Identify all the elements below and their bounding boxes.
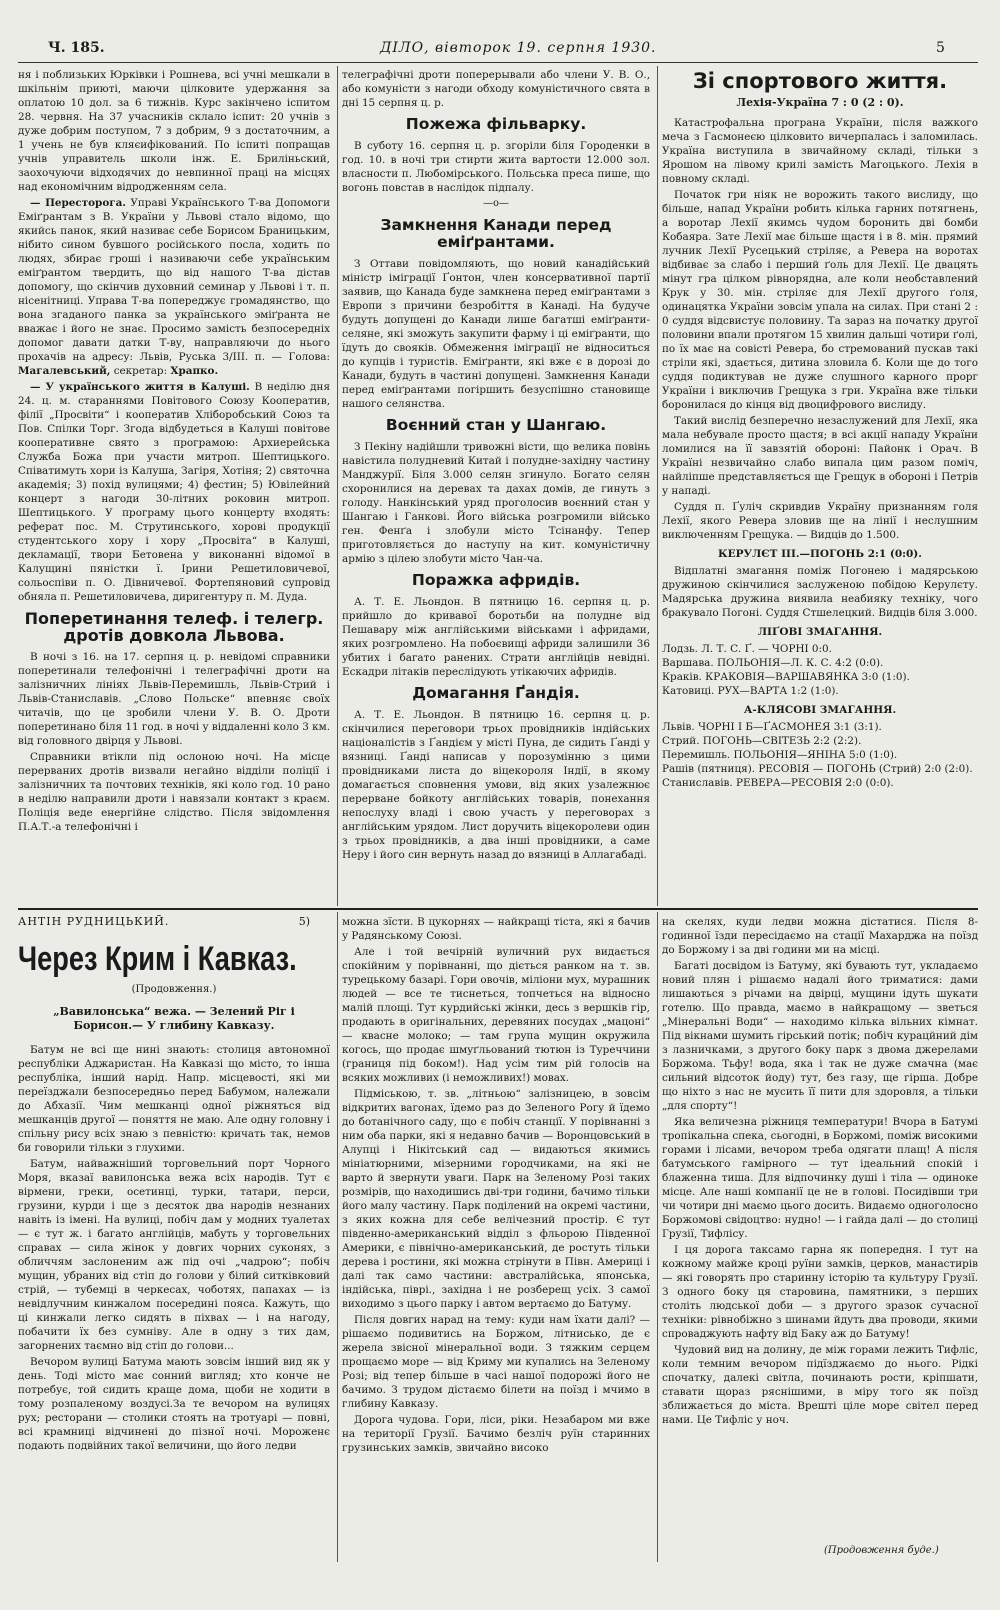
serial-byline [18, 915, 330, 933]
match-result: Стрий. ПОГОНЬ—СВІТЕЗЬ 2:2 (2:2). [662, 735, 862, 747]
article-paragraph: можна зїсти. В цукорнях — найкращі тіста, які я бачив у Радянському Союзі. [342, 916, 650, 942]
article-headline: Замкнення Канади перед еміґрантами. [380, 216, 612, 251]
warning-notice [18, 196, 330, 378]
page-header [0, 40, 1000, 64]
article-paragraph: Яка величезна ріжниця температури! Вчора в Батумі тропікальна спека, сьогодні, в Боржомі, поміж високими горами і лісами, вечором треба одягати плащ! А після батумського гамірного — тут ідеальний спокій і блаженна тиша. Для відпочинку душі і тіла — одиноке місце. Але наші компанії це не в голові. Посидівши три чи чотири дні маємо цього досить. Видаємо одноголосно Боржомові свідоцтво: нудно! — і гайда далі — до столиці Грузії, Тифлісу. [662, 1116, 978, 1240]
serial-column-3 [662, 915, 978, 1543]
article-paragraph: Після довгих нарад на тему: куди нам їхати далі? — рішаємо подивитись на Боржом, літнисько, де є жерела звісної мінеральної води. З тяжким серцем прощаємо море — від Криму ми купались на Зеленому Розі; від тепер більше в часі нашої подорожі його не бачимо. З трудом дістаємо білети на поїзд і мчимо в глибину Кавказу. [342, 1314, 650, 1410]
serial-author: АНТІН РУДНИЦЬКИЙ. [18, 915, 170, 928]
article-paragraph: З Оттави повідомляють, що новий канадійський міністр іміграції Ґонтон, член консервативної партії заявив, що Канада буде замкнена перед еміґрантами з Европи з причини безробіття в Канаді. На будуче будуть допущені до Канади лише багатші еміґранти-селяне, які зможуть закупити фарму і ці еміґранти, що їдуть до свояків. Обмеження іміграції не відноситься до купців і туристів. Еміґранти, які вже є в дорозі до Канади, будуть в частині допущені. Замкнення Канади перед еміґрантами погіршить безуспішно становище нашого селянства. [342, 258, 650, 410]
article-paragraph: І ця дорога таксамо гарна як попередня. І тут на кожному майже кроці руїни замків, церков, манастирів — які говорять про старинну історію та культуру Грузії. З одного боку ця старовина, памятники, з перших століть людської доби — з другого зразок сучасної техніки: рівнобіжно з шинами йдуть два проводи, якими спроваджують нафту від Баку аж до Батуму! [662, 1244, 978, 1340]
article-paragraph: Дорога чудова. Гори, ліси, ріки. Незабаром ми вже на території Грузії. Бачимо безліч руїн старинних грузинських замків, звичайно високо [342, 1414, 650, 1454]
article-paragraph: Батум, найважніший торговельний порт Чорного Моря, вказаї вавилонська вежа всіх народів. Тут є вірмени, греки, осетинці, турки, татари, перси, грузини, курди і ще з десяток два народів незнаних навіть із імені. На вулиці, побіч дам у модних туалетах — є тут ж. і багато англійців, мабуть у торговельних справах — сила жінок у довгих чорних суконях, з обличчям заслоненим аж під очі „чадрою“; побіч мущин, убраних від стіп до голови у білий ситківковий стрій, — тубемці в черкесах, чоботях, папахах — із невідлучним кинжалом посередині пояса. Кажуть, що ці кинжали легко сидять в піхвах — і на нагоду, побачити їх без сумніву. Але в одну з тих дам, загорнених таємно від стіп до голови... [18, 1158, 330, 1352]
signature: Храпко. [170, 365, 219, 377]
article-headline: Поражка афридів. [411, 571, 581, 589]
column-2 [342, 68, 650, 906]
section-rule [18, 908, 978, 910]
match-result: Краків. КРАКОВІЯ—ВАРШАВЯНКА 3:0 (1:0). [662, 671, 910, 683]
kalush-notice [18, 380, 330, 604]
column-rule [657, 66, 658, 906]
article-paragraph: А. Т. Е. Льондон. В пятницю 16. серпня ц. р. прийшло до кривавої боротьби на полудне від Пешавару між англійськими військами і афридами, яких розгромлено. На побоєвищі африди залишили 36 убитих і багато ранених. Страти англійців невідні. Ескадри літаків переслідують утікаючих афридів. [342, 596, 650, 678]
header-rule [18, 62, 978, 63]
article-headline: Поперетинання телеф. і телегр. дротів довкола Львова. [24, 609, 324, 645]
sports-section-title: Зі спортового життя. [692, 69, 948, 93]
article-paragraph: ня і поблизьких Юрківки і Рошнева, всі учні мешкали в шкільнім приюті, маючи цілковите удержання за оплатою 10 дол. за 6 тижнів. Курс закінчено іспитом 28. червня. На 37 учасників склало іспит: 20 учнів з дуже добрим поступом, 7 з добрим, 9 з достаточним, а 1 учень не був кляєифікований. По іспиті попращав учнів управитель школи інж. Е. Бриліньский, заохочуючи відходячих до невпинної праці на місцях над економічним відродженням села. [18, 69, 330, 193]
article-paragraph: Чудовий вид на долину, де між горами лежить Тифліс, коли темним вечором підїзджаємо до нього. Рідкі спочатку, далекі світла, починають рости, кріпшати, ставати щораз ряснішими, в міру того як поїзд зближається до міста. Врешті ціле море світел перед нами. Це Тифліс у ноч. [662, 1344, 978, 1426]
article-paragraph: Батум не всі ще нині знають: столиця автономної республіки Аджаристан. На Кавказі що місто, то інша республіка, інший нарід. Напр. місцевості, які ми переїзджали безпосередньо перед Бабумом, належали до Абхазії. Чим мешканці одної ріжняться від мешканців другої — поняття не маю. Але одну головну і спільну рису всіх знаю з певністю: кричать так, немов би говорили тільки з глухими. [18, 1044, 330, 1154]
notice-tail: секретар: [113, 365, 168, 377]
serial-continuation: (Продовження.) [131, 984, 217, 995]
article-paragraph: Справники втікли під ослоною ночі. На місце перерваних дротів визвали негайно відділи поліції і залізничних та почтових техніків, які коло год. 10 рано в неділю направили дроти і навязали контакт з краєм. Поліція веде енергійне слідство. Після звідомлення П.А.Т.-а телефонічні і [18, 751, 330, 833]
column-rule [337, 66, 338, 906]
notice-body: Управі Українського Т-ва Допомоги Еміґрантам з В. України у Львові стало відомо, що якийсь панок, який називає себе Борисом Браницьким, нібито сином бувшого російського посла, ходить по людях, збирає гроші і називаючи себе українським еміґрантом твердить, що від нашого Т-ва дістав допомогу, що скінчив духовний семинар у Львові і т. п. нісенітниці. Управа Т-ва попереджує громадянство, що вона згаданого панка за українського эміґранта не вважає і його не знає. Просимо замість безпосередніх допомог давати датки Т-ву, направляючи до нього прохачів на адресу: Львів, Руська 3/ІІІ. п. — Голова: [18, 197, 330, 363]
to-be-continued: (Продовження буде.) [824, 1545, 939, 1556]
article-paragraph: Але і той вечірній вуличний рух видається спокійним у порівнанні, що діється ранком на т. зв. турецькому базарі. Гори овочів, міліони мух, мурашник людей — все те тиснеться, топчеться на відносно малій площі. Тут курдийські жінки, десь з вершків гір, продають в оригінальних, деревяних посудах „мацоні“ — квасне молоко; — там група мущин окружила когось, що продає шмуґльований тютюн із Туреччини (границя під боком!). Над усім тим рій голосів на всяких можливих (і неможливих!) мовах. [342, 946, 650, 1084]
match-heading: КЕРУЛЄТ III.—ПОГОНЬ 2:1 (0:0). [718, 548, 922, 560]
page-number: 5 [936, 40, 945, 56]
separator: —о— [482, 198, 510, 209]
article-paragraph: Багаті досвідом із Батуму, які бувають тут, укладаємо новий плян і рішаємо надалі його триматися: дами лишаються з річами на двірці, мущини ідуть шукати готелю. Що правда, маємо в найкращому — зветься „Мінеральні Води“ — находимо кілька вільних кімнат. Під вікнами шумить гірський потік; побіч курацйний дім з лазничками, з другого боку парк з двома джерелами Боржома. Тьфу! вода, яка і так не дуже смачна (має сильний відсоток йоду) тут, без газу, ще гірша. Добре що ніхто з нас не мусить її пити для здоровля, а тільки „для спорту“! [662, 960, 978, 1112]
article-paragraph: Підміською, т. зв. „літньою“ залізницею, в зовсім відкритих вагонах, їдемо раз до Зеленого Рогу й їдемо до ботанічного саду, що є побіч станції. У порівнанні з ним оба парки, які я недавно бачив — Воронцовський в Алупці і Нікітський сад — видаються якимись мініатюрними, мізерними городчиками, на які не варто й звернути уваги. Парк на Зеленому Розі таких розмірів, що находишись дві-три години, бачимо тільки його малу частину. Парк поділений на окремі частини, з яких кожна для себе велічезний простір. Є тут південно-американський відділ з фльорою Південної Америки, є північно-американський, де ростуть тільки дерева і ростини, які можна стрінути в Півн. Америці і далі так само частини: австралійська, японська, індійська, піврі., західна і не розберещ усіх. З самої виходимо з цього парку і автом вертаємо до Батуму. [342, 1088, 650, 1310]
masthead-date: ДІЛО, вівторок 19. серпня 1930. [380, 40, 657, 56]
article-paragraph: Катастрофальна програна України, після важкого меча з Гасмонеєю цілковито вичерпалась і заломилась. Україна виступила в звичайному складі, тільки з Ярошом на лівому крилі замість Магоцького. Лехія в повному складі. [662, 117, 978, 185]
article-headline: Домагання Ґандія. [412, 684, 580, 702]
match-result: Лодзь. Л. Т. С. Ґ. — ЧОРНІ 0:0. [662, 643, 832, 655]
match-result: Львів. ЧОРНІ І Б—ҐАСМОНЕЯ 3:1 (3:1). [662, 721, 882, 733]
issue-number: Ч. 185. [48, 40, 105, 56]
article-paragraph: Суддя п. Ґуліч скривдив Україну признанням голя Лехії, якого Ревера зловив ще на лінії і неслушним виключенням Грещука. — Видців до 1.500. [662, 501, 978, 541]
article-paragraph: З Пекіну надійшли тривожні вісти, що велика повінь навістила полудневий Китай і полудне-західну частину Манджурії. Біля 3.000 селян згинуло. Богато селян схоронилися на деревах та дахах домів, де гинуть з голоду. Нанкінський уряд проголосив воєнний стан у Шангаю і Ганкові. Його війська розгромили військо ген. Фенґа і злобули місто Тсінанфу. Тепер приготовляється до наступу на кит. комуністичну армію з цілею злобути місто Чан-ча. [342, 441, 650, 565]
article-paragraph: Відплатні змагання поміж Погонею і мадярською дружиною скінчилися заслуженою побідою Керулєту. Мадярська дружина виявила неабияку техніку, чого бракувало Погоні. Суддя Стшелецкий. Видців біля 3.000. [662, 565, 978, 619]
serial-part-number: 5) [298, 915, 310, 928]
serial-column-2 [342, 915, 650, 1560]
match-result: Станиславів. РЕВЕРА—РЕСОВІЯ 2:0 (0:0). [662, 777, 894, 789]
column-1 [18, 68, 330, 906]
article-paragraph: А. Т. Е. Льондон. В пятницю 16. серпня ц. р. скінчилися переговори трьох провідників індійських націоналістів з Ґандієм у місті Пуна, де сидить Ґанді у вязниці. Ґанді написав у порозумінню з цими провідниками листа до віцекороля Індії, в якому домагається сповнення умови, від яких узалежнює перерване бойкоту англійських товарів, понехання непослуху владі і свою участь у переговорах з англійським урядом. Лист доручить віцекоролеви один з трьох провідників, а два інші провідники, а саме Неру і його син вернуть назад до вязниці в Аллагабаді. [342, 709, 650, 861]
notice-title: — Пересторога. [30, 197, 126, 209]
article-paragraph: Початок гри ніяк не ворожить такого вислиду, що більше, напад України робить кілька гарних потягнень, а воротар Лехії якимсь чудом боронить дві бомби Кобаяра. Зате Лехії має більше щастя і в 8. мін. прямий лучник Лехії Русецький стріляє, а Ревера на воротах відбиває за слабо і перший ґоль для Лехії. Це двацять мінут гра цілком рівнорядна, але коли необставлений Крук у 30. мін. стріляє для Лехії другого ґоля, одинацятка України зовсім упала на силах. При стані 2 : 0 суддя відсвистує половину. Та зараз на початку другої половини впали протягом 15 хвилин дальші чотири ґолі, по їх має на совісті Ревера, бо стремований пускав такі стріли які, здається, дитина зловила б. Коли ще до того суддя подиктував не дуже слушного карного прорг України і виключив Грещука з гри. Україна вже тільки боронилася до кінця від двоцифрового вислиду. [662, 189, 978, 411]
match-result: Катовиці. РУХ—ВАРТА 1:2 (1:0). [662, 685, 839, 697]
league-heading: А-КЛЯСОВІ ЗМАГАННЯ. [743, 704, 897, 716]
article-paragraph: Вечором вулиці Батума мають зовсім інший вид як у день. Тоді місто має сонний вигляд; хто конче не потребує, той сидить краще дома, щоби не ходити в тому розпаленому воздусі.За те вечором на вулицях рух; ресторани — столики стоять на тротуарі — повні, всі крамниці відчинені до пізної ночі. Мороженє подають подвійних такої величини, що його ледви [18, 1356, 330, 1452]
article-paragraph: на скелях, куди ледви можна дістатися. Після 8-годинної їзди пересідаємо на стації Махарджа на поїзд до Боржому і за дві години ми на місці. [662, 916, 978, 956]
column-rule [657, 912, 658, 1562]
notice-title: — У українського життя в Калуші. [30, 381, 250, 393]
league-heading: ЛІҐОВІ ЗМАГАННЯ. [757, 626, 883, 638]
article-headline: Воєнний стан у Шангаю. [385, 416, 607, 434]
serial-column-1 [18, 915, 330, 1560]
match-result: Рашів (пятниця). РЕСОВІЯ — ПОГОНЬ (Стрий) 2:0 (2:0). [662, 763, 973, 775]
match-subtitle: Лехія-Україна 7 : 0 (2 : 0). [736, 96, 904, 109]
column-3-sports [662, 68, 978, 906]
article-paragraph: В ночі з 16. на 17. серпня ц. р. невідомі справники поперетинали телефонічні і телеграфічні дроти на залізничних лініях Львів-Перемишль, Львів-Стрий і Львів-Станиславів. „Слово Польске“ впевняє своїх читачів, що це зробили члени У. В. О. Дроти поперетинано біля 11 год. в ночі у віддаленні коло 3 км. від головного двірця у Львові. [18, 651, 330, 747]
article-paragraph: В суботу 16. серпня ц. р. згоріли біля Городенки в год. 10. в ночі три стирти жита вартости 12.000 зол. власности п. Любомірського. Польська преса пише, що вогонь повстав в наслідок підпалу. [342, 140, 650, 194]
article-paragraph: телеграфічні дроти поперерывали або члени У. В. О., або комуністи з нагоди обходу комуністичного свята в дні 15 серпня ц. р. [342, 69, 650, 109]
article-headline: Пожежа фільварку. [405, 115, 587, 133]
serial-title: Через Крим і Кавказ. [18, 940, 297, 978]
serial-lead: „Вавилонська“ вежа. — Зелений Ріг і Борисон.— У глибину Кавказу. [53, 1005, 295, 1032]
column-rule [337, 912, 338, 1562]
signature: Магалевський, [18, 365, 111, 377]
article-paragraph: Такий вислід безперечно незаслужений для Лехії, яка мала небувале просто щастя; в всі акції нападу України ломилися на її завзятій обороні: Пайонк і Орач. В Україні незвичайно слабо випала цим разом поміч, найліпше представляється ще Грещук в обороні і Петрів у нападі. [662, 415, 978, 497]
match-result: Варшава. ПОЛЬОНІЯ—Л. К. С. 4:2 (0:0). [662, 657, 884, 669]
match-result: Перемишль. ПОЛЬОНІЯ—ЯНІНА 5:0 (1:0). [662, 749, 898, 761]
notice-body: В неділю дня 24. ц. м. стараннями Повітового Союзу Кооператив, філії „Просвіти“ і кооператив Хліборобський Союз та Пов. Спілки Торг. Згода відбудеться в Калуші повітове кооперативне свято з програмою: Архиерейська Служба Божа при участи митроп. Шептицького. Співатимуть хори із Калуша, Загіря, Хотіня; 2) святочна академія; 3) похід вулицями; 4) фестин; 5) Ювілейний концерт з нагоди 30-літних роковин митроп. Шептицького. У програму цього концерту входять: реферат пос. М. Струтинського, хорові продукції студентського хору і хору „Просвіта“ в Калуші, декламації, твори Бетовена у виконанні відомої в Калущині пяністки ї. Ірини Решетиловичевої, сольоспіви п. О. Дівничевої. Фортепяновий супровід обняла п. Решетиловичева, диригентуру п. М. Дуда. [18, 381, 330, 603]
